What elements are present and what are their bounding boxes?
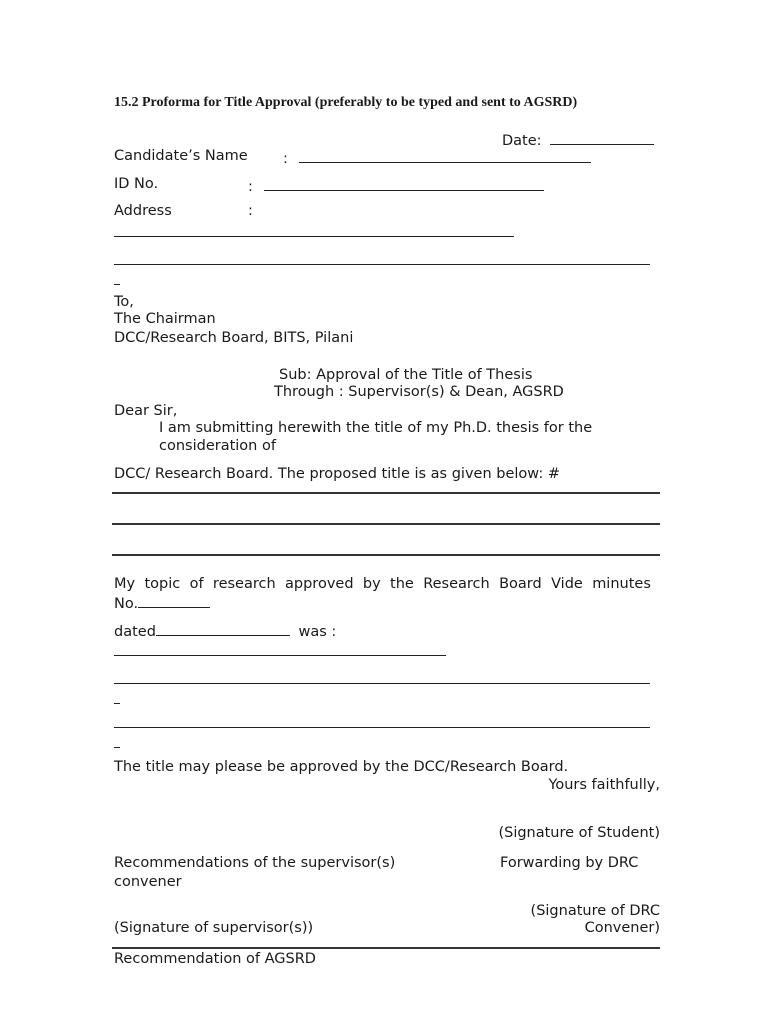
section-divider: [112, 947, 660, 949]
topic-line-dash: [114, 703, 120, 704]
topic-word: topic: [144, 576, 181, 592]
supervisor-recommendation-label: Recommendations of the supervisor(s): [114, 855, 396, 871]
topic-word: My: [114, 576, 136, 592]
colon: :: [248, 203, 253, 219]
para1-line1: I am submitting herewith the title of my Ph.D. thesis for the: [159, 420, 593, 436]
salutation: Dear Sir,: [114, 403, 178, 419]
topic-word: Vide: [551, 576, 583, 592]
id-field[interactable]: [264, 176, 544, 191]
topic-word: Research: [423, 576, 490, 592]
address-line-1[interactable]: [114, 236, 514, 237]
candidate-name-label: Candidate’s Name: [114, 148, 248, 164]
chairman-label: The Chairman: [114, 311, 216, 327]
board-label: DCC/Research Board, BITS, Pilani: [114, 330, 354, 346]
agsrd-recommendation: Recommendation of AGSRD: [114, 951, 316, 967]
topic-approved-line: [114, 576, 651, 592]
candidate-name-row: [283, 148, 591, 167]
topic-word: of: [189, 576, 204, 592]
forwarding-label: Forwarding by DRC: [500, 855, 639, 871]
subject-line: Sub: Approval of the Title of Thesis: [279, 367, 533, 383]
was-label: was :: [298, 624, 337, 640]
form-heading: 15.2 Proforma for Title Approval (preferably to be typed and sent to AGSRD): [114, 95, 578, 110]
address-line-dash: [114, 284, 120, 285]
topic-line-3[interactable]: [114, 727, 650, 728]
supervisor-signature: (Signature of supervisor(s)): [114, 920, 314, 936]
drc-signature-line2: Convener): [584, 920, 660, 936]
topic-line-1[interactable]: [114, 655, 446, 656]
proposed-title-text: DCC/ Research Board. The proposed title is as given below: #: [114, 466, 560, 482]
colon: :: [283, 151, 288, 167]
student-signature: (Signature of Student): [498, 825, 660, 841]
address-line-2[interactable]: [114, 264, 650, 265]
topic-word: the: [390, 576, 414, 592]
topic-line-2[interactable]: [114, 683, 650, 684]
id-label: ID No.: [114, 176, 159, 192]
topic-word: Board: [499, 576, 542, 592]
no-label: No.: [114, 596, 139, 612]
topic-word: minutes: [592, 576, 651, 592]
id-row: [248, 176, 544, 195]
title-line-3[interactable]: [112, 554, 660, 556]
date-label: Date:: [502, 133, 542, 149]
topic-line-dash: [114, 747, 120, 748]
convener-label: convener: [114, 874, 182, 890]
para1-line2: consideration of: [159, 438, 276, 454]
dated-row: [114, 621, 336, 640]
topic-word: research: [212, 576, 276, 592]
dated-field[interactable]: [156, 621, 290, 636]
approval-request: The title may please be approved by the DCC/Research Board.: [114, 759, 569, 775]
drc-signature-line1: (Signature of DRC: [530, 903, 660, 919]
dated-label: dated: [114, 624, 156, 640]
minutes-no-field[interactable]: [138, 593, 210, 608]
date-row: [502, 130, 654, 149]
minutes-no-row: [114, 593, 210, 612]
candidate-name-field[interactable]: [299, 148, 591, 163]
to-label: To,: [114, 294, 134, 310]
colon: :: [248, 179, 253, 195]
title-line-2[interactable]: [112, 523, 660, 525]
title-line-1[interactable]: [112, 492, 660, 494]
address-label: Address: [114, 203, 172, 219]
closing: Yours faithfully,: [548, 777, 660, 793]
through-line: Through : Supervisor(s) & Dean, AGSRD: [274, 384, 564, 400]
topic-word: by: [362, 576, 381, 592]
date-field[interactable]: [550, 130, 654, 145]
topic-word: approved: [285, 576, 354, 592]
